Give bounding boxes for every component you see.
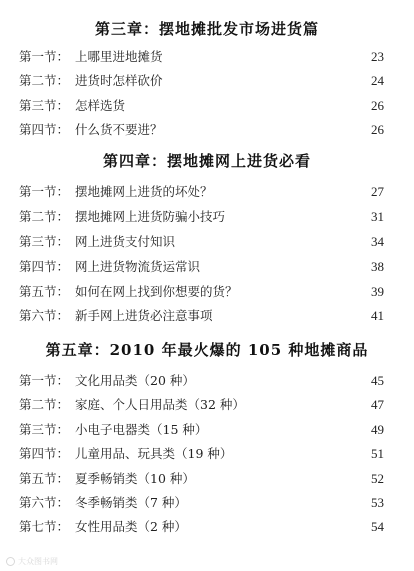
section-number: 第四节：	[19, 446, 70, 461]
page-number: 24	[371, 73, 384, 88]
toc-entry	[0, 395, 414, 415]
section-number: 第二节：	[19, 209, 70, 224]
page-number: 54	[371, 519, 384, 534]
section-title: 网上进货支付知识	[75, 234, 176, 249]
section-title: 冬季畅销类（7 种）	[75, 495, 187, 510]
section-title: 网上进货物流货运常识	[75, 259, 201, 274]
page-number: 41	[371, 308, 384, 323]
section-number: 第七节：	[19, 519, 70, 534]
toc-entry	[0, 182, 414, 202]
toc-entry	[0, 306, 414, 326]
section-title: 小电子电器类（15 种）	[75, 422, 208, 437]
page-number: 27	[371, 184, 384, 199]
section-title: 摆地摊网上进货的坏处？	[75, 184, 213, 199]
section-number: 第一节：	[19, 184, 70, 199]
page-number: 23	[371, 49, 384, 64]
section-number: 第三节：	[19, 98, 70, 113]
section-title: 什么货不要进？	[75, 122, 163, 137]
page-number: 31	[371, 209, 384, 224]
toc-entry	[0, 257, 414, 277]
page-number: 26	[371, 122, 384, 137]
toc-entry	[0, 371, 414, 391]
section-title: 进货时怎样砍价	[75, 73, 163, 88]
page-number: 38	[371, 259, 384, 274]
toc-entry	[0, 120, 414, 140]
chapter-5-heading: 第五章：2010 年最火爆的 105 种地摊商品	[45, 341, 369, 359]
page-number: 39	[371, 284, 384, 299]
section-title: 女性用品类（2 种）	[75, 519, 187, 534]
chapter-3-heading: 第三章：摆地摊批发市场进货篇	[94, 20, 319, 38]
section-number: 第四节：	[19, 122, 70, 137]
section-number: 第三节：	[19, 422, 70, 437]
section-title: 夏季畅销类（10 种）	[75, 471, 195, 486]
section-title: 如何在网上找到你想要的货？	[75, 284, 238, 299]
section-title: 新手网上进货必注意事项	[75, 308, 213, 323]
watermark	[6, 556, 58, 567]
section-number: 第六节：	[19, 495, 70, 510]
page-number: 52	[371, 471, 384, 486]
page-number: 45	[371, 373, 384, 388]
section-number: 第三节：	[19, 234, 70, 249]
toc-entry	[0, 96, 414, 116]
page-number: 34	[371, 234, 384, 249]
page-number: 53	[371, 495, 384, 510]
toc-entry	[0, 282, 414, 302]
page-number: 47	[371, 397, 384, 412]
section-number: 第四节：	[19, 259, 70, 274]
page-number: 51	[371, 446, 384, 461]
toc-entry	[0, 207, 414, 227]
section-title: 家庭、个人日用品类（32 种）	[75, 397, 245, 412]
section-number: 第二节：	[19, 73, 70, 88]
toc-entry	[0, 232, 414, 252]
section-number: 第一节：	[19, 373, 70, 388]
page-number: 26	[371, 98, 384, 113]
section-number: 第五节：	[19, 471, 70, 486]
section-number: 第五节：	[19, 284, 70, 299]
toc-entry	[0, 469, 414, 489]
section-title: 文化用品类（20 种）	[75, 373, 195, 388]
chapter-4-heading: 第四章：摆地摊网上进货必看	[102, 152, 311, 170]
section-number: 第六节：	[19, 308, 70, 323]
page-number: 49	[371, 422, 384, 437]
watermark-logo-icon	[6, 557, 15, 566]
toc-entry	[0, 493, 414, 513]
section-title: 怎样选货	[75, 98, 126, 113]
section-title: 儿童用品、玩具类（19 种）	[75, 446, 233, 461]
section-number: 第一节：	[19, 49, 70, 64]
toc-entry	[0, 444, 414, 464]
toc-entry	[0, 71, 414, 91]
toc-entry	[0, 47, 414, 67]
section-number: 第二节：	[19, 397, 70, 412]
toc-entry	[0, 517, 414, 537]
toc-entry	[0, 420, 414, 440]
watermark-text: 大众图书网	[18, 557, 58, 566]
section-title: 摆地摊网上进货防骗小技巧	[75, 209, 226, 224]
section-title: 上哪里进地摊货	[75, 49, 163, 64]
